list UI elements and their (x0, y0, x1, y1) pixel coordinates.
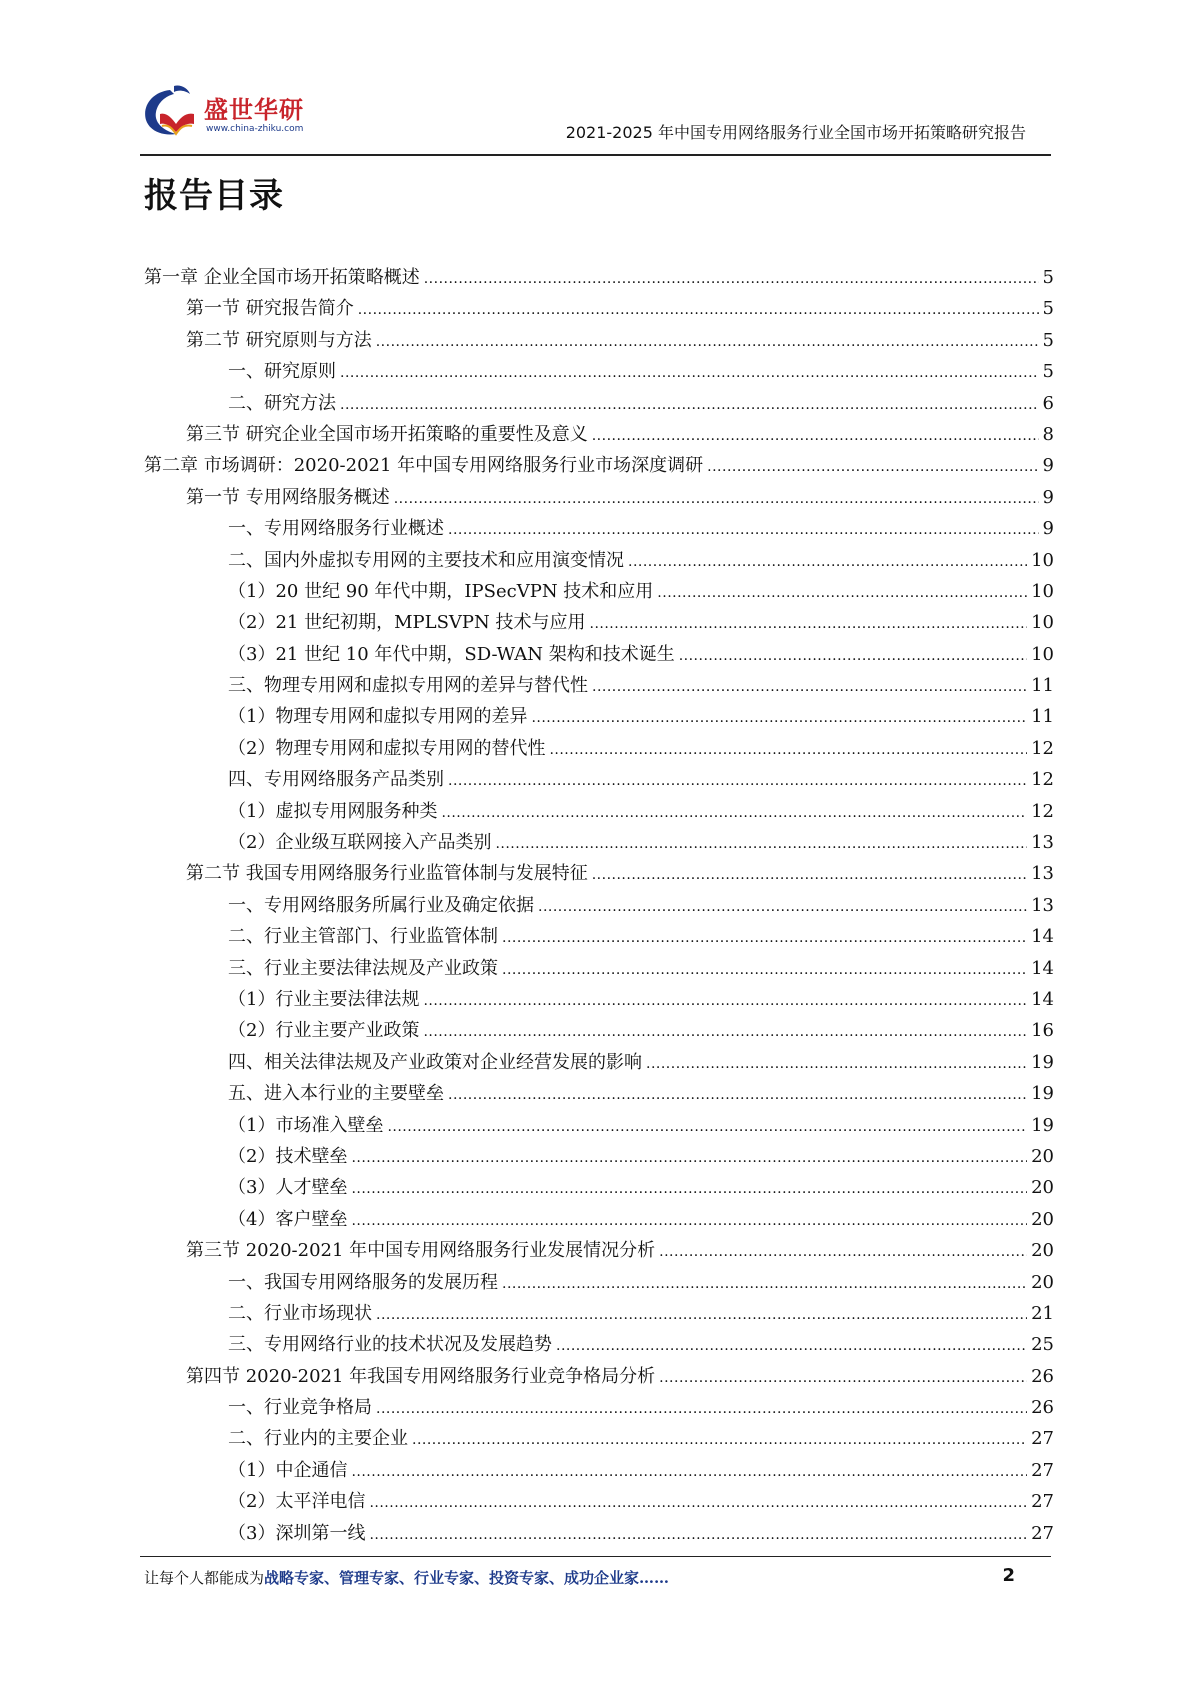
toc-leader-dots (369, 1488, 1027, 1519)
toc-entry-title: （2）太平洋电信 (228, 1491, 366, 1513)
toc-leader-dots (549, 735, 1027, 766)
toc-entry-page: 20 (1031, 1208, 1054, 1230)
toc-entry[interactable] (144, 1455, 1054, 1486)
toc-entry-title: 二、研究方法 (228, 392, 336, 414)
toc-entry[interactable] (144, 796, 1054, 827)
toc-entry-page: 25 (1031, 1334, 1054, 1356)
toc-entry-title: （2）21 世纪初期，MPLSVPN 技术与应用 (228, 612, 586, 634)
toc-entry[interactable] (144, 262, 1054, 293)
toc-leader-dots (394, 484, 1039, 515)
toc-entry[interactable] (144, 1204, 1054, 1235)
header-divider (140, 154, 1051, 156)
toc-entry-title: 第二节 我国专用网络服务行业监管体制与发展特征 (186, 863, 588, 885)
toc-leader-dots (592, 860, 1027, 891)
toc-entry-page: 11 (1031, 675, 1054, 697)
toc-entry[interactable] (144, 325, 1054, 356)
toc-entry-title: 五、进入本行业的主要壁垒 (228, 1083, 444, 1105)
toc-entry[interactable] (144, 607, 1054, 638)
toc-entry[interactable] (144, 890, 1054, 921)
toc-entry[interactable] (144, 921, 1054, 952)
toc-leader-dots (423, 986, 1027, 1017)
toc-entry-title: 第三节 研究企业全国市场开拓策略的重要性及意义 (186, 423, 588, 445)
toc-entry[interactable] (144, 984, 1054, 1015)
toc-entry-page: 13 (1031, 894, 1054, 916)
toc-leader-dots (441, 798, 1027, 829)
toc-entry-title: （4）客户壁垒 (228, 1208, 348, 1230)
toc-leader-dots (412, 1425, 1027, 1456)
toc-entry-title: 第一节 研究报告简介 (186, 298, 354, 320)
toc-leader-dots (351, 1457, 1027, 1488)
toc-entry-page: 20 (1031, 1177, 1054, 1199)
toc-entry-title: 三、专用网络行业的技术状况及发展趋势 (228, 1334, 552, 1356)
toc-entry-page: 8 (1042, 423, 1054, 445)
toc-leader-dots (448, 515, 1039, 546)
toc-leader-dots (679, 641, 1027, 672)
toc-entry-title: 一、我国专用网络服务的发展历程 (228, 1271, 498, 1293)
toc-entry-page: 5 (1042, 267, 1054, 288)
toc-entry-page: 19 (1031, 1083, 1054, 1105)
toc-leader-dots (351, 1143, 1027, 1174)
toc-leader-dots (358, 295, 1039, 326)
report-title: 2021-2025 年中国专用网络服务行业全国市场开拓策略研究报告 (565, 123, 1026, 142)
toc-entry[interactable] (144, 1078, 1054, 1109)
toc-leader-dots (590, 609, 1028, 640)
toc-entry-page: 12 (1031, 769, 1054, 791)
toc-entry[interactable] (144, 1518, 1054, 1549)
toc-leader-dots (556, 1331, 1027, 1362)
toc-leader-dots (369, 1520, 1027, 1551)
toc-entry[interactable] (144, 1267, 1054, 1298)
toc-entry-title: （2）技术壁垒 (228, 1145, 348, 1167)
toc-leader-dots (376, 1300, 1027, 1331)
footer-slogan-prefix: 让每个人都能成为 (144, 1569, 265, 1587)
toc-entry[interactable] (144, 1172, 1054, 1203)
toc-leader-dots (340, 358, 1039, 389)
toc-entry-page: 19 (1031, 1051, 1054, 1073)
toc-entry-page: 26 (1031, 1365, 1054, 1387)
toc-entry[interactable] (144, 1047, 1054, 1078)
toc-entry-title: 一、研究原则 (228, 361, 336, 383)
toc-entry-title: （3）深圳第一线 (228, 1522, 366, 1544)
toc-entry-title: 二、行业市场现状 (228, 1302, 372, 1324)
toc-entry-title: 三、物理专用网和虚拟专用网的差异与替代性 (228, 675, 588, 697)
toc-entry-page: 20 (1031, 1145, 1054, 1167)
toc-leader-dots (659, 1363, 1027, 1394)
toc-entry-page: 9 (1042, 518, 1054, 540)
toc-entry[interactable] (144, 1329, 1054, 1360)
footer-slogan-accent: 战略专家、管理专家、行业专家、投资专家、成功企业家 (264, 1569, 640, 1587)
toc-entry-page: 27 (1031, 1428, 1054, 1450)
toc-entry-title: （1）虚拟专用网服务种类 (228, 800, 438, 822)
toc-entry-page: 20 (1031, 1240, 1054, 1262)
toc-entry-title: 第四节 2020-2021 年我国专用网络服务行业竞争格局分析 (186, 1365, 656, 1387)
toc-leader-dots (423, 1017, 1027, 1048)
toc-entry[interactable] (144, 1486, 1054, 1517)
company-logo (140, 84, 320, 150)
toc-entry-page: 12 (1031, 737, 1054, 759)
toc-entry[interactable] (144, 545, 1054, 576)
toc-entry-title: （3）人才壁垒 (228, 1177, 348, 1199)
toc-entry-page: 26 (1031, 1397, 1054, 1419)
toc-entry[interactable] (144, 1235, 1054, 1266)
toc-entry-title: 第二章 市场调研：2020-2021 年中国专用网络服务行业市场深度调研 (144, 455, 704, 477)
toc-entry-page: 27 (1031, 1491, 1054, 1513)
footer-slogan (144, 1567, 669, 1588)
toc-entry[interactable] (144, 1361, 1054, 1392)
toc-entry-title: （2）企业级互联网接入产品类别 (228, 832, 492, 854)
toc-leader-dots (495, 829, 1027, 860)
toc-entry-page: 13 (1031, 832, 1054, 854)
toc-entry-page: 12 (1031, 800, 1054, 822)
toc-entry-title: （1）中企通信 (228, 1459, 348, 1481)
toc-entry-title: （1）物理专用网和虚拟专用网的差异 (228, 706, 528, 728)
toc-entry[interactable] (144, 1298, 1054, 1329)
footer-divider (140, 1556, 1051, 1557)
toc-entry-title: 一、专用网络服务所属行业及确定依据 (228, 894, 534, 916)
logo-url: www.china-zhiku.com (206, 124, 304, 134)
toc-entry-title: 一、专用网络服务行业概述 (228, 518, 444, 540)
toc-entry[interactable] (144, 764, 1054, 795)
toc-entry[interactable] (144, 293, 1054, 324)
toc-entry-page: 19 (1031, 1114, 1054, 1136)
toc-leader-dots (628, 547, 1027, 578)
toc-leader-dots (340, 390, 1039, 421)
toc-entry-title: 第一节 专用网络服务概述 (186, 486, 390, 508)
toc-leader-dots (448, 766, 1027, 797)
toc-entry[interactable] (144, 513, 1054, 544)
toc-entry[interactable] (144, 356, 1054, 387)
toc-leader-dots (502, 955, 1027, 986)
toc-entry-page: 16 (1031, 1020, 1054, 1042)
logo-swoosh-icon (140, 84, 204, 144)
footer-slogan-suffix: …… (639, 1569, 670, 1587)
toc-entry-title: （2）行业主要产业政策 (228, 1020, 420, 1042)
toc-leader-dots (424, 264, 1039, 295)
toc-leader-dots (376, 327, 1039, 358)
toc-entry[interactable] (144, 419, 1054, 450)
table-of-contents (144, 262, 1054, 1549)
toc-entry-page: 27 (1031, 1522, 1054, 1544)
toc-entry-page: 5 (1042, 329, 1054, 351)
page-number: 2 (1002, 1565, 1015, 1586)
toc-entry[interactable] (144, 1141, 1054, 1172)
toc-entry[interactable] (144, 1015, 1054, 1046)
toc-entry[interactable] (144, 670, 1054, 701)
toc-entry-page: 11 (1031, 706, 1054, 728)
toc-entry[interactable] (144, 701, 1054, 732)
toc-leader-dots (502, 1269, 1027, 1300)
toc-entry-title: 第三节 2020-2021 年中国专用网络服务行业发展情况分析 (186, 1240, 656, 1262)
toc-entry-title: 第二节 研究原则与方法 (186, 329, 372, 351)
toc-leader-dots (707, 452, 1038, 483)
toc-leader-dots (448, 1080, 1027, 1111)
logo-name: 盛世华研 (204, 96, 304, 124)
toc-entry-page: 10 (1031, 580, 1054, 602)
toc-entry-page: 9 (1042, 455, 1054, 477)
toc-entry[interactable] (144, 953, 1054, 984)
toc-entry-page: 21 (1031, 1302, 1054, 1324)
toc-leader-dots (659, 1237, 1027, 1268)
toc-leader-dots (657, 578, 1027, 609)
toc-entry[interactable] (144, 388, 1054, 419)
toc-entry-title: （1）行业主要法律法规 (228, 988, 420, 1010)
toc-entry-title: （1）20 世纪 90 年代中期，IPSecVPN 技术和应用 (228, 580, 654, 602)
toc-entry-page: 14 (1031, 988, 1054, 1010)
toc-entry[interactable] (144, 576, 1054, 607)
toc-entry[interactable] (144, 450, 1054, 481)
toc-leader-dots (592, 672, 1027, 703)
toc-entry-page: 5 (1042, 361, 1054, 383)
toc-entry-title: 三、行业主要法律法规及产业政策 (228, 957, 498, 979)
toc-entry-page: 14 (1031, 957, 1054, 979)
toc-entry[interactable] (144, 482, 1054, 513)
toc-entry-title: （3）21 世纪 10 年代中期，SD-WAN 架构和技术诞生 (228, 643, 675, 665)
toc-entry-title: 第一章 企业全国市场开拓策略概述 (144, 267, 420, 288)
toc-entry-page: 20 (1031, 1271, 1054, 1293)
toc-entry-page: 10 (1031, 549, 1054, 571)
toc-leader-dots (646, 1049, 1027, 1080)
toc-entry[interactable] (144, 1392, 1054, 1423)
toc-entry-title: 一、行业竞争格局 (228, 1397, 372, 1419)
toc-leader-dots (538, 892, 1027, 923)
toc-entry-title: （1）市场准入壁垒 (228, 1114, 384, 1136)
toc-entry-page: 9 (1042, 486, 1054, 508)
toc-entry[interactable] (144, 827, 1054, 858)
toc-entry-page: 10 (1031, 612, 1054, 634)
toc-entry-title: 二、行业内的主要企业 (228, 1428, 408, 1450)
toc-entry-title: 四、专用网络服务产品类别 (228, 769, 444, 791)
toc-leader-dots (351, 1206, 1027, 1237)
toc-entry-page: 6 (1042, 392, 1054, 414)
toc-entry[interactable] (144, 1423, 1054, 1454)
toc-entry[interactable] (144, 733, 1054, 764)
toc-entry[interactable] (144, 1110, 1054, 1141)
toc-leader-dots (531, 703, 1027, 734)
toc-leader-dots (376, 1394, 1027, 1425)
toc-entry-page: 27 (1031, 1459, 1054, 1481)
toc-entry-page: 5 (1042, 298, 1054, 320)
toc-entry-title: 二、国内外虚拟专用网的主要技术和应用演变情况 (228, 549, 624, 571)
toc-entry[interactable] (144, 639, 1054, 670)
toc-entry-page: 10 (1031, 643, 1054, 665)
toc-entry-title: （2）物理专用网和虚拟专用网的替代性 (228, 737, 546, 759)
toc-entry-title: 二、行业主管部门、行业监管体制 (228, 926, 498, 948)
toc-entry-page: 14 (1031, 926, 1054, 948)
toc-entry-page: 13 (1031, 863, 1054, 885)
toc-leader-dots (502, 923, 1027, 954)
toc-entry[interactable] (144, 858, 1054, 889)
toc-entry-title: 四、相关法律法规及产业政策对企业经营发展的影响 (228, 1051, 642, 1073)
toc-leader-dots (351, 1174, 1027, 1205)
toc-leader-dots (387, 1112, 1027, 1143)
toc-leader-dots (592, 421, 1039, 452)
page-title: 报告目录 (144, 176, 284, 216)
